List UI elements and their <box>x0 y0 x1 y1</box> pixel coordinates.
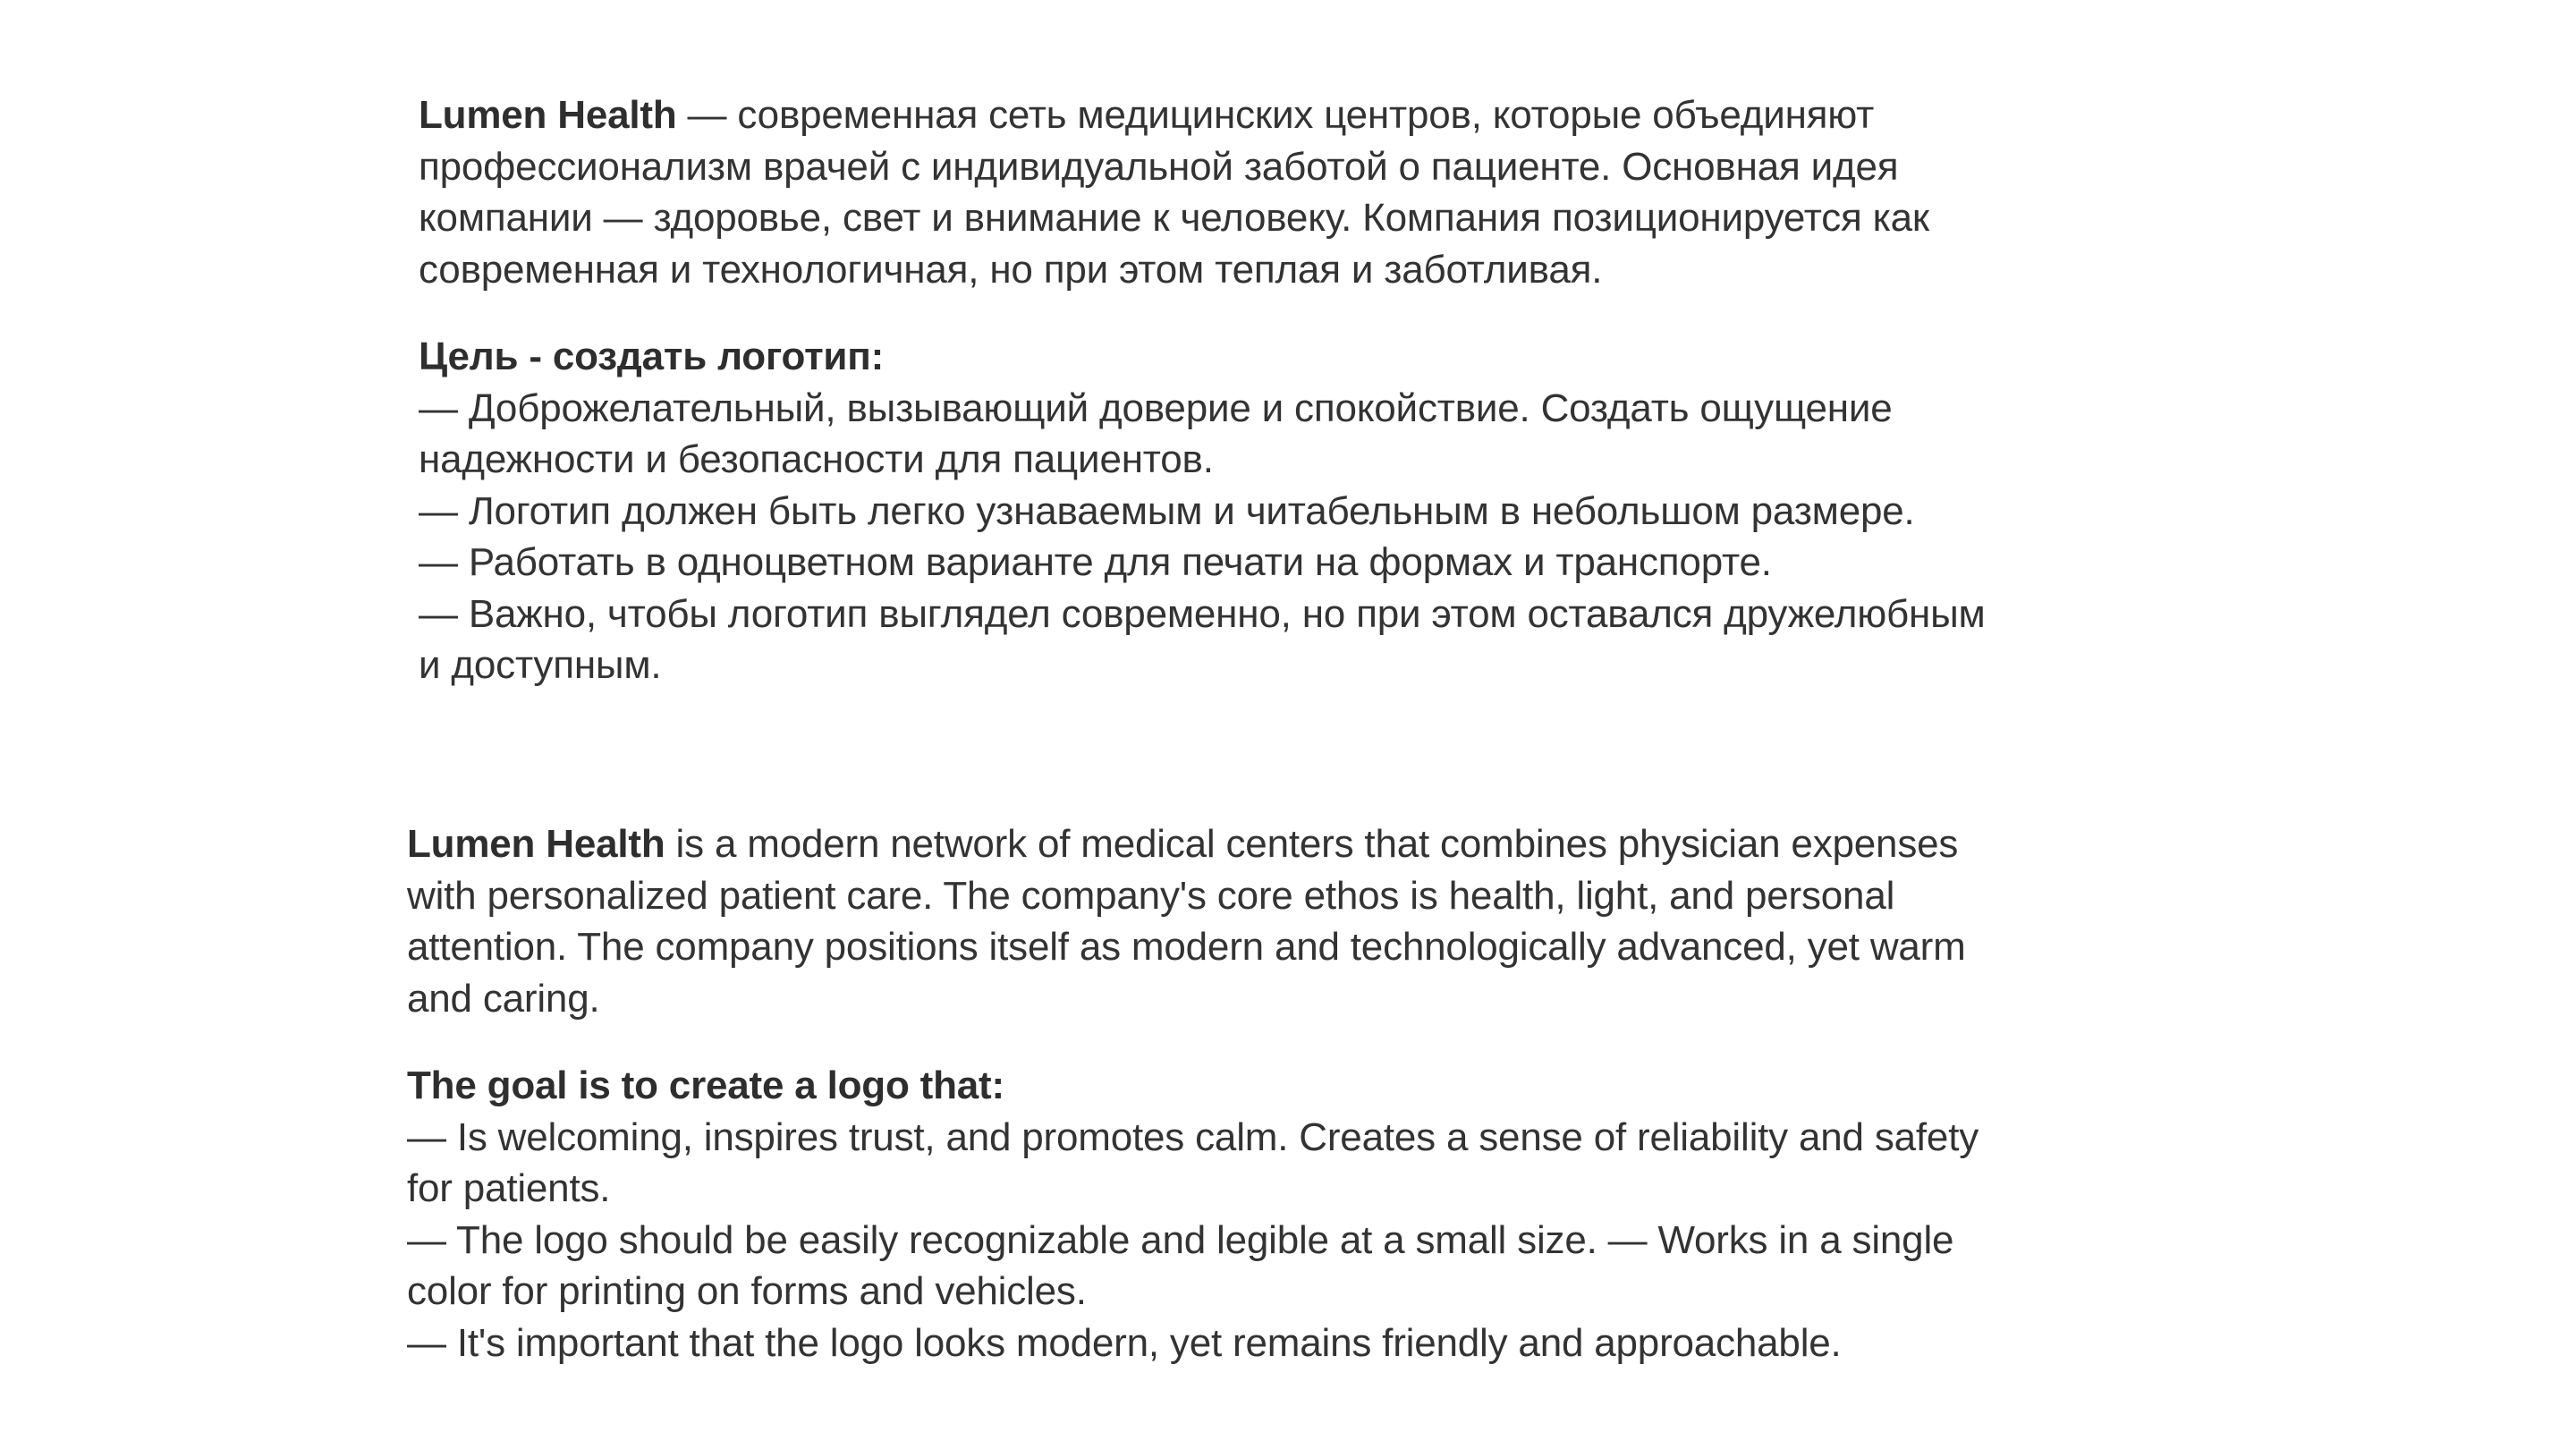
en-intro-line-1: Lumen Health is a modern network of medical centers that combines physician expenses <box>407 822 1959 866</box>
en-brand-name: Lumen Health <box>407 822 665 866</box>
ru-intro-line-2: профессионализм врачей с индивидуальной заботой о пациенте. Основная идея <box>419 144 1899 189</box>
ru-intro-line-1: Lumen Health — современная сеть медицинских центров, которые объединяют <box>419 93 1875 137</box>
en-goal-line-1: — Is welcoming, inspires trust, and promotes calm. Creates a sense of reliability and safety <box>407 1114 1979 1159</box>
en-goal-line-3: — The logo should be easily recognizable and legible at a small size. — Works in a single <box>407 1217 1954 1262</box>
ru-goal-line-2: надежности и безопасности для пациентов. <box>419 437 1214 481</box>
en-intro-line-4: and caring. <box>407 976 600 1021</box>
en-intro-line-2: with personalized patient care. The company's core ethos is health, light, and personal <box>407 873 1895 918</box>
ru-intro-line-3: компании — здоровье, свет и внимание к человеку. Компания позиционируется как <box>419 196 1929 240</box>
en-goal-line-5: — It's important that the logo looks modern, yet remains friendly and approachable. <box>407 1320 1842 1365</box>
russian-brief <box>419 89 1986 691</box>
ru-intro-paragraph <box>419 89 1986 295</box>
ru-goal-line-4: — Работать в одноцветном варианте для печати на формах и транспорте. <box>419 540 1772 584</box>
en-goal-paragraph <box>407 1060 1979 1368</box>
en-goal-heading: The goal is to create a logo that: <box>407 1063 1004 1107</box>
en-goal-line-4: color for printing on forms and vehicles. <box>407 1269 1087 1313</box>
ru-brand-name: Lumen Health <box>419 93 677 137</box>
en-goal-line-2: for patients. <box>407 1166 611 1210</box>
ru-goal-line-6: и доступным. <box>419 643 662 687</box>
en-intro-line-3: attention. The company positions itself as modern and technologically advanced, yet warm <box>407 925 1966 969</box>
ru-goal-line-5: — Важно, чтобы логотип выглядел современно, но при этом оставался дружелюбным <box>419 591 1986 636</box>
ru-intro-line-4: современная и технологичная, но при этом теплая и заботливая. <box>419 247 1603 292</box>
ru-goal-heading: Цель - создать логотип: <box>419 335 885 378</box>
english-brief <box>407 818 1979 1368</box>
ru-goal-line-3: — Логотип должен быть легко узнаваемым и читабельным в небольшом размере. <box>419 488 1915 533</box>
ru-goal-paragraph <box>419 331 1986 691</box>
ru-goal-line-1: — Доброжелательный, вызывающий доверие и спокойствие. Создать ощущение <box>419 386 1893 430</box>
en-intro-paragraph <box>407 818 1979 1024</box>
